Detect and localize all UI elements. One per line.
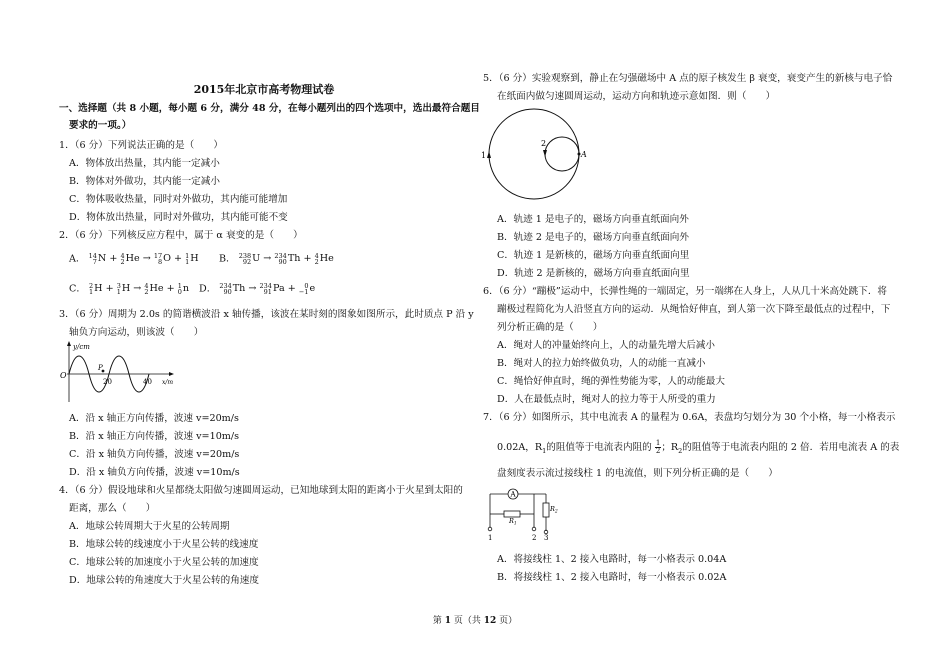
y-axis-label: y/cm [73, 343, 90, 351]
x-axis-label: x/m [162, 379, 174, 386]
q4-option-a: A．地球公转周期大于火星的公转周期 [69, 521, 230, 532]
track-1-arrow [487, 151, 491, 158]
option-label: D． [199, 283, 217, 295]
track-1-circle [489, 109, 579, 199]
q5-option-b: B．轨迹 2 是电子的，磁场方向垂直纸面向外 [497, 232, 689, 243]
track-1-label: 1 [481, 151, 487, 160]
point-p-label: P [98, 364, 103, 372]
q7-stem-cont: 盘刻度表示流过接线柱 1 的电流值，则下列分析正确的是（ ） [497, 468, 778, 479]
q6-option-a: A．绳对人的冲量始终向上，人的动量先增大后减小 [497, 340, 715, 351]
q6-option-d: D．人在最低点时，绳对人的拉力等于人所受的重力 [497, 394, 716, 405]
current-page: 1 [444, 616, 451, 626]
origin-label: O [60, 371, 67, 380]
q5-option-a: A．轨迹 1 是电子的，磁场方向垂直纸面向外 [497, 214, 689, 225]
q6-option-c: C．绳恰好伸直时，绳的弹性势能为零，人的动能最大 [497, 376, 725, 387]
q6-stem: 6．（6 分）“蹦极”运动中，长弹性绳的一端固定，另一端绑在人身上，人从几十米高处跳下．将 [483, 286, 888, 297]
q6-option-b: B．绳对人的拉力始终做负功，人的动能一直减小 [497, 358, 706, 369]
circuit-diagram [482, 483, 562, 541]
track-2-arrow [543, 150, 547, 157]
fraction-one-half: $\frac{1}{2}$ [655, 439, 661, 455]
q7-option-b: B．将接线柱 1、2 接入电路时，每一小格表示 0.02A [497, 572, 727, 583]
r1-label: $R_1$ [509, 517, 517, 527]
option-label: C． [69, 283, 86, 295]
tick-20: 20 [103, 378, 112, 386]
q7-stem: 7．（6 分）如图所示，其中电流表 A 的量程为 0.6A，表盘均匀划分为 30 个小格，每一小格表示 [483, 412, 896, 423]
page-footer: 第 1 页（共 12 页） [432, 616, 518, 626]
q3-option-d: D．沿 x 轴负方向传播，波速 v=10m/s [69, 467, 240, 478]
q2-option-d: D． 234 90 Th → 234 91 Pa + 0 −1 e [199, 282, 316, 296]
q3-option-c: C．沿 x 轴负方向传播，波速 v=20m/s [69, 449, 240, 460]
q1-option-c: C．物体吸收热量，同时对外做功，其内能可能增加 [69, 194, 288, 205]
wave-graph [59, 340, 179, 405]
q2-option-c: C． 2 1 H + 3 1 H → 4 2 He + 1 0 n [69, 282, 190, 296]
point-a-label: A [581, 150, 587, 159]
q4-option-b: B．地球公转的线速度小于火星公转的线速度 [69, 539, 259, 550]
decay-tracks-figure [480, 103, 590, 203]
section-heading-cont: 要求的一项。） [69, 120, 132, 131]
q6-stem-cont2: 列分析正确的是（ ） [497, 322, 603, 333]
x-axis-arrow [169, 372, 174, 376]
page-title: 2015年北京市高考物理试卷 [193, 83, 335, 96]
q6-stem-cont1: 蹦极过程简化为人沿竖直方向的运动．从绳恰好伸直，到人第一次下降至最低点的过程中，下 [497, 304, 891, 315]
q4-option-d: D．地球公转的角速度大于火星公转的角速度 [69, 575, 259, 586]
terminal-1 [488, 527, 492, 531]
q3-option-b: B．沿 x 轴正方向传播，波速 v=10m/s [69, 431, 240, 442]
y-axis-arrow [67, 341, 71, 346]
resistor-r2 [543, 503, 549, 517]
terminal-2-label: 2 [532, 534, 537, 541]
q4-stem: 4．（6 分）假设地球和火星都绕太阳做匀速圆周运动，已知地球到太阳的距离小于火星到太阳的 [59, 485, 463, 496]
option-label: A． [69, 253, 86, 265]
q2-stem: 2．（6 分）下列核反应方程中，属于 α 衰变的是（ ） [59, 230, 303, 241]
terminal-1-label: 1 [488, 534, 493, 541]
r2-label: $R_2$ [550, 505, 558, 515]
section-heading: 一、选择题（共 8 小题，每小题 6 分，满分 48 分，在每小题列出的四个选项中，选出最符合题目 [59, 103, 480, 114]
q1-stem: 1．（6 分）下列说法正确的是（ ） [59, 140, 223, 151]
option-label: B． [219, 253, 236, 265]
total-pages: 12 [483, 616, 497, 626]
q1-option-a: A．物体放出热量，其内能一定减小 [69, 158, 220, 169]
ammeter-label: A [510, 490, 516, 499]
terminal-3-label: 3 [544, 534, 549, 541]
q3-stem: 3．（6 分）周期为 2.0s 的简谐横波沿 x 轴传播，该波在某时刻的图象如图所示，此时质点 P 沿 y [59, 309, 474, 320]
track-2-circle [545, 137, 579, 171]
q3-stem-cont: 轴负方向运动，则该波（ ） [69, 327, 204, 338]
q1-option-b: B．物体对外做功，其内能一定减小 [69, 176, 220, 187]
q5-option-d: D．轨迹 2 是新核的，磁场方向垂直纸面向里 [497, 268, 690, 279]
track-2-label: 2 [541, 139, 547, 148]
q5-option-c: C．轨迹 1 是新核的，磁场方向垂直纸面向里 [497, 250, 690, 261]
q4-stem-cont: 距离，那么（ ） [69, 503, 156, 514]
tick-40: 40 [143, 378, 152, 386]
q5-stem: 5．（6 分）实验观察到，静止在匀强磁场中 A 点的原子核发生 β 衰变，衰变产生的新核与电子恰 [483, 73, 893, 84]
q2-option-b: B． 238 92 U → 234 90 Th + 4 2 He [219, 252, 334, 266]
q7-line2: 0.02A，$R_1$的阻值等于电流表内阻的 $\frac{1}{2}$ ；$R_2$的阻值等于电流表内阻的 2 倍．若用电流表 A 的表 [497, 439, 900, 455]
terminal-2 [532, 527, 536, 531]
q1-option-d: D．物体放出热量，同时对外做功，其内能可能不变 [69, 212, 288, 223]
q5-stem-cont: 在纸面内做匀速圆周运动，运动方向和轨迹示意如图．则（ ） [497, 91, 776, 102]
q2-option-a: A． 14 7 N + 4 2 He → 17 8 O + 1 1 H [69, 252, 199, 266]
q4-option-c: C．地球公转的加速度小于火星公转的加速度 [69, 557, 259, 568]
q7-option-a: A．将接线柱 1、2 接入电路时，每一小格表示 0.04A [497, 554, 727, 565]
q3-option-a: A．沿 x 轴正方向传播，波速 v=20m/s [69, 413, 239, 424]
